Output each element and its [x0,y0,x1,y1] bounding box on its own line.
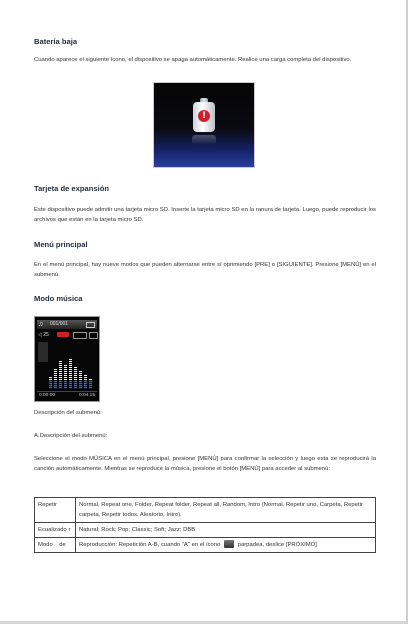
heading-bateria: Batería baja [34,37,78,46]
repeat-badge-icon [73,332,87,339]
volume-indicator: ◁ 25 [38,332,49,338]
table-cell-value [76,538,376,553]
warning-mark-icon: ! [198,110,210,122]
player-top-bar [37,320,97,329]
table-cell-text-before: Reproducción: Repetición A-B, cuando "A" en el ícono [79,542,221,548]
spectrum-bar-low [64,381,67,389]
spectrum-bar-low [79,381,82,389]
spectrum-bar-low [49,381,52,389]
paragraph-musica: Seleccione el modo MÚSICA en el menú principal, presione [MENÚ] para confirmar la selección y luego esta se reproducirá la canción automáticamente. Mientras se reproduce la música, presione el botón [MENÚ] para acceder al submenú: [34,456,376,473]
player-time-row [37,391,97,399]
table-cell-label: Ecualizado r [35,523,76,538]
paragraph-menu: En el menú principal, hay nueve modos que pueden alternarse entre sí oprimiendo [PRE] o [SIGUIENTE]. Presione [MENÚ] en el submenú. [34,262,376,279]
paragraph-tarjeta: Este dispositivo puede admitir una tarjeta micro SD. Inserte la tarjeta micro SD en la ranura de tarjeta. Luego, puede reproducir los archivos que están en la tarjeta micro SD. [34,207,376,224]
table-cell-label: Modo de [35,538,76,553]
spectrum-bar-low [89,381,92,389]
player-status-row [37,331,97,339]
spectrum-bar-low [59,381,62,389]
submenu-description-a: A.Descripción del submenú: [34,433,108,439]
heading-menu: Menú principal [34,240,88,249]
eq-badge-icon [57,332,69,337]
submenu-description: Descripción del submenú: [34,410,102,416]
submenu-table [34,497,376,553]
player-battery-icon [86,322,95,328]
ab-repeat-icon [224,540,234,548]
table-row [35,538,376,553]
music-player-screen [34,316,100,402]
spectrum-bar-low [54,381,57,389]
table-row [35,498,376,523]
spectrum-bar-low [84,381,87,389]
track-counter: 001/001 [50,321,69,327]
battery-reflection [192,135,216,145]
table-cell-value: Natural; Rock; Pop; Classic; Soft; Jazz; DBB [76,523,376,538]
spectrum-bar-low [74,381,77,389]
heading-tarjeta: Tarjeta de expansión [34,184,109,193]
music-note-icon: ♫ [38,321,44,328]
low-battery-image [153,82,255,168]
table-cell-text-after: parpadea, deslice [PRÓXIMO] [237,542,317,548]
table-cell-label: Repetir [35,498,76,523]
spectrum-bar-low [69,381,72,389]
paragraph-bateria: Cuando aparece el siguiente ícono, el dispositivo se apaga automáticamente. Realice una carga completa del dispositivo. [34,57,352,63]
table-cell-value: Normal, Repeat one, Folder, Repeat folder, Repeat all, Random, Intro (Normal, Repetir uno, Carpeta, Repetir carpeta, Repetir todos, Aleatorio, Intro). [76,498,376,523]
time-total: 0:04:15 [78,393,95,398]
spectrum-visualizer [47,347,95,389]
ab-badge-icon [89,332,98,339]
heading-musica: Modo música [34,294,83,303]
table-row [35,523,376,538]
time-elapsed: 0:00:00 [39,393,56,398]
